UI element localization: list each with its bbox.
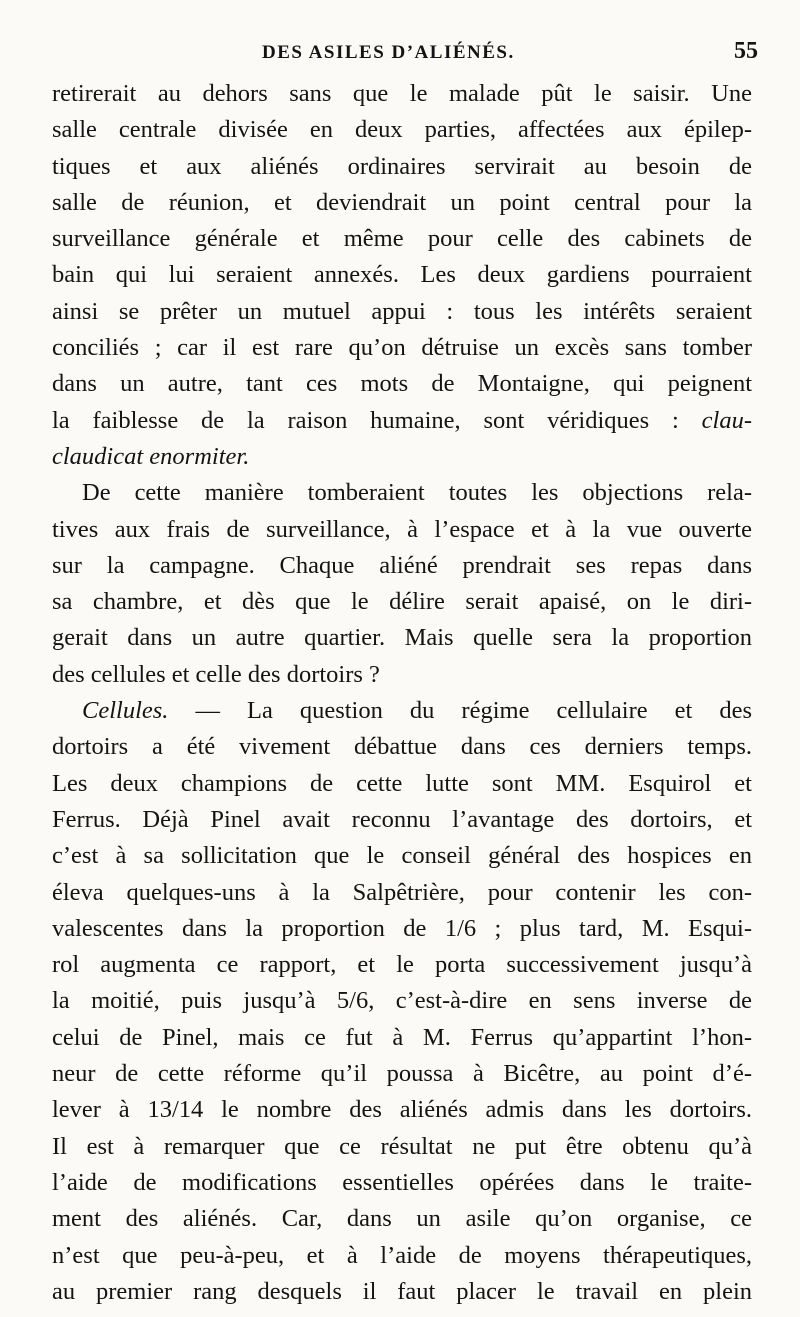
text-line: salle centrale divisée en deux parties, affectées aux épilep- [52,116,752,144]
text-line: salle de réunion, et deviendrait un point central pour la [52,188,752,216]
text-line [52,439,752,475]
text-line [52,403,752,439]
body-text [52,76,752,1310]
text-line: dortoirs a été vivement débattue dans ces derniers temps. [52,733,752,761]
section-heading: Cellules. [82,697,169,725]
text-line: Les deux champions de cette lutte sont MM. Esquirol et [52,769,752,797]
text-line: conciliés ; car il est rare qu’on détruise un excès sans tomber [52,334,752,362]
text-line: gerait dans un autre quartier. Mais quelle sera la proportion [52,624,752,652]
latin-quote-start: clau- [701,406,752,434]
text-line: rol augmenta ce rapport, et le porta successivement jusqu’à [52,951,752,979]
text-line: des cellules et celle des dortoirs ? [52,660,380,688]
text-segment: la faiblesse de la raison humaine, sont véridiques : [52,406,702,434]
running-head: DES ASILES D’ALIÉNÉS. [262,42,515,63]
text-line: au premier rang desquels il faut placer le travail en plein [52,1277,752,1305]
page-number: 55 [734,38,758,64]
text-line: sur la campagne. Chaque aliéné prendrait ses repas dans [52,551,752,579]
text-line: la moitié, puis jusqu’à 5/6, c’est-à-dire en sens inverse de [52,987,752,1015]
text-line: n’est que peu-à-peu, et à l’aide de moyens thérapeutiques, [52,1241,752,1269]
paragraph-start-line: De cette manière tomberaient toutes les objections rela- [82,479,752,507]
text-line: bain qui lui seraient annexés. Les deux gardiens pourraient [52,261,752,289]
text-line: tives aux frais de surveillance, à l’espace et à la vue ouverte [52,515,752,543]
text-line: éleva quelques-uns à la Salpêtrière, pour contenir les con- [52,878,752,906]
text-line: surveillance générale et même pour celle des cabinets de [52,225,752,253]
latin-quote: claudicat enormiter. [52,442,250,470]
text-line: retirerait au dehors sans que le malade pût le saisir. Une [52,80,752,107]
text-line: l’aide de modifications essentielles opérées dans le traite- [52,1168,752,1196]
text-line: celui de Pinel, mais ce fut à M. Ferrus qu’appartint l’hon- [52,1023,752,1051]
text-line: ment des aliénés. Car, dans un asile qu’on organise, ce [52,1205,752,1233]
page-header [52,38,758,78]
text-line: sa chambre, et dès que le délire serait apaisé, on le diri- [52,588,752,616]
text-line: Il est à remarquer que ce résultat ne put être obtenu qu’à [52,1132,752,1160]
text-line: dans un autre, tant ces mots de Montaigne, qui peignent [52,370,752,398]
text-line: tiques et aux aliénés ordinaires servirait au besoin de [52,152,752,180]
text-line: neur de cette réforme qu’il poussa à Bicêtre, au point d’é- [52,1060,752,1088]
text-line: valescentes dans la proportion de 1/6 ; plus tard, M. Esqui- [52,914,752,942]
text-line: c’est à sa sollicitation que le conseil général des hospices en [52,842,752,870]
section-start-line [52,693,752,729]
text-line: Ferrus. Déjà Pinel avait reconnu l’avantage des dortoirs, et [52,805,752,833]
text-line: lever à 13/14 le nombre des aliénés admis dans les dortoirs. [52,1096,752,1124]
text-line: ainsi se prêter un mutuel appui : tous les intérêts seraient [52,297,752,325]
text-segment: — La question du régime cellulaire et des [168,697,752,725]
